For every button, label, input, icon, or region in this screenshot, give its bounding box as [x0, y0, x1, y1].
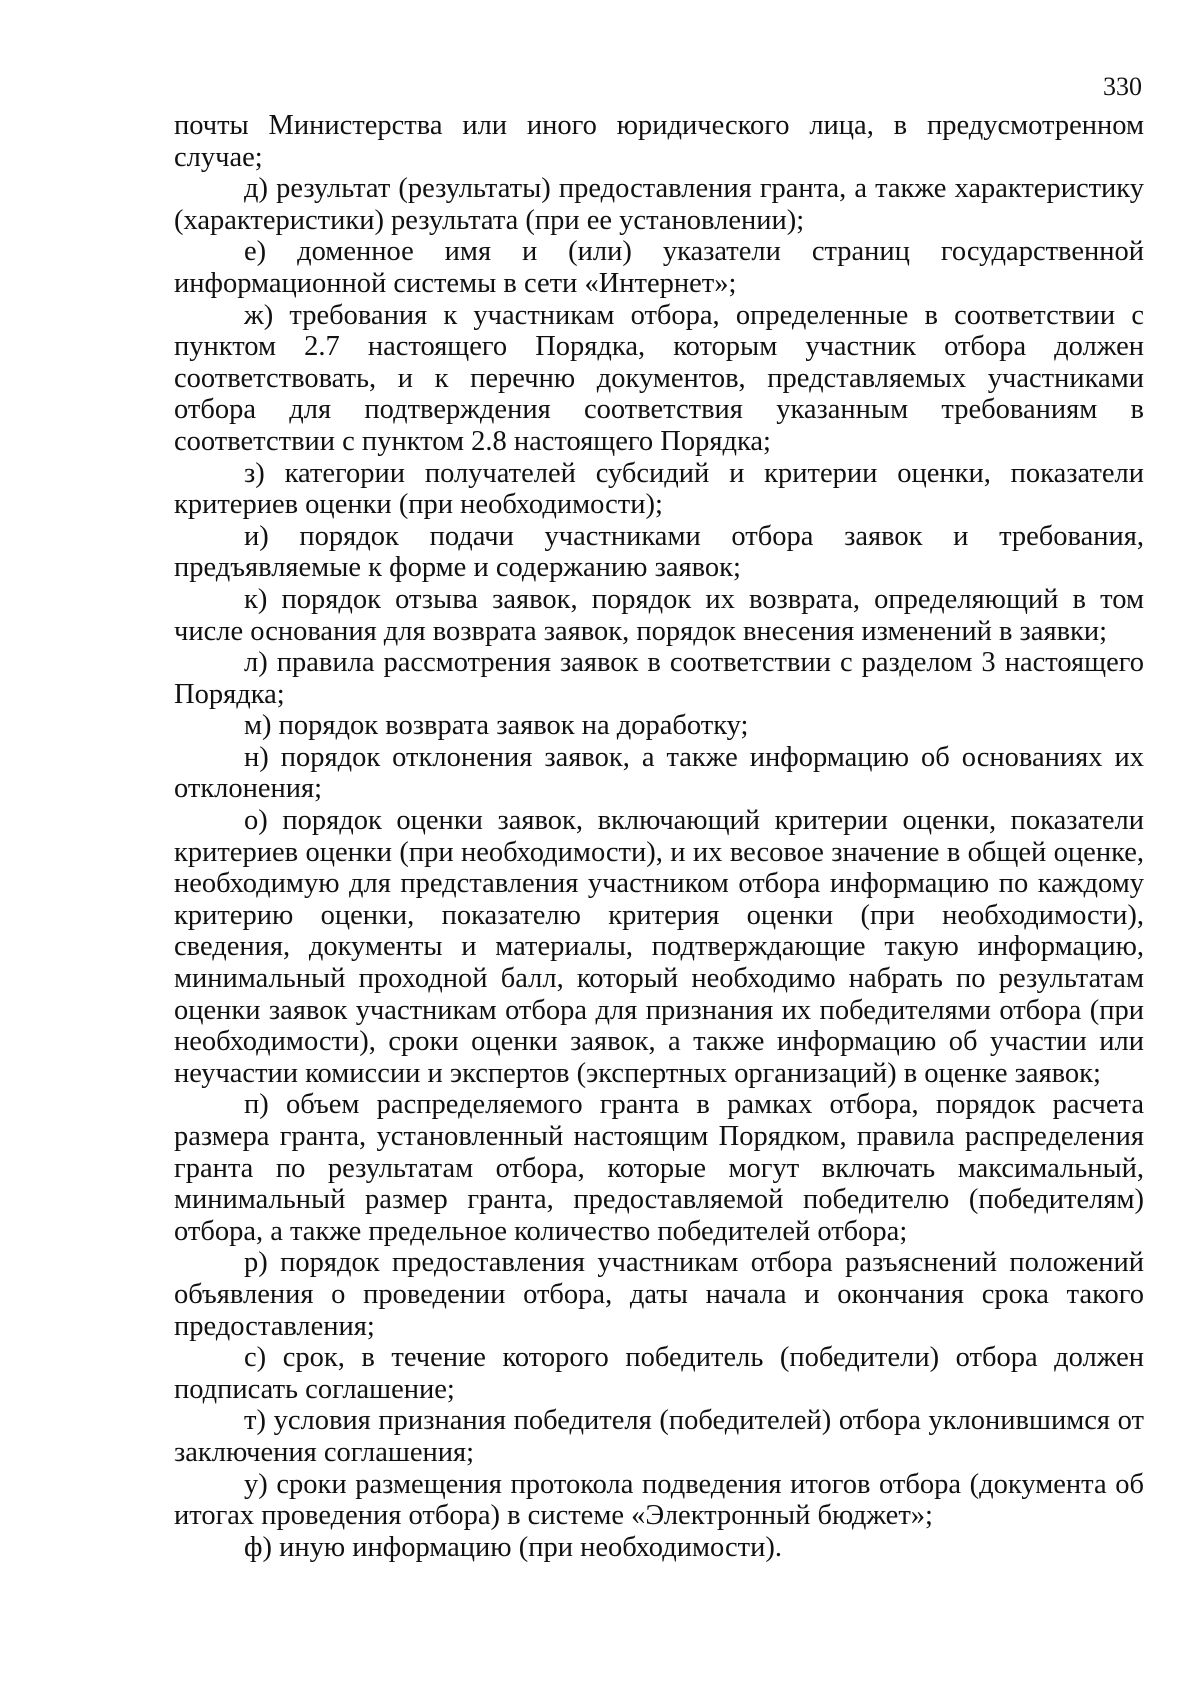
paragraph-item-d: д) результат (результаты) предоставления гранта, а также характеристику (характеристики) результата (при ее установлении);	[174, 173, 1144, 236]
paragraph-continuation: почты Министерства или иного юридического лица, в предусмотренном случае;	[174, 110, 1144, 173]
paragraph-item-f: ф) иную информацию (при необходимости).	[244, 1531, 782, 1563]
paragraph-item-p: п) объем распределяемого гранта в рамках отбора, порядок расчета размера гранта, установленный настоящим Порядком, правила распределения гранта по результатам отбора, которые могут включать максимальный, минимальный размер гранта, предоставляемой победителю (победителям) отбора, а также предельное количество победителей отбора;	[174, 1089, 1144, 1247]
page-number: 330	[1103, 72, 1142, 101]
paragraph-item-l: л) правила рассмотрения заявок в соответствии с разделом 3 настоящего Порядка;	[174, 647, 1144, 710]
paragraph-item-zh: ж) требования к участникам отбора, определенные в соответствии с пунктом 2.7 настоящего Порядка, которым участник отбора должен соответствовать, и к перечню документов, представляемых участниками отбора для подтверждения соответствия указанным требованиям в соответствии с пунктом 2.8 настоящего Порядка;	[174, 299, 1144, 457]
paragraph-item-e: е) доменное имя и (или) указатели страниц государственной информационной системы в сети «Интернет»;	[174, 236, 1144, 299]
paragraph-item-u: у) сроки размещения протокола подведения итогов отбора (документа об итогах проведения отбора) в системе «Электронный бюджет»;	[174, 1468, 1144, 1532]
paragraph-item-k: к) порядок отзыва заявок, порядок их возврата, определяющий в том числе основания для возврата заявок, порядок внесения изменений в заявки;	[174, 583, 1144, 647]
paragraph-item-z: з) категории получателей субсидий и критерии оценки, показатели критериев оценки (при необходимости);	[174, 457, 1144, 521]
document-body	[174, 110, 1144, 1563]
paragraph-item-n: н) порядок отклонения заявок, а также информацию об основаниях их отклонения;	[174, 741, 1144, 805]
paragraph-item-s: с) срок, в течение которого победитель (победители) отбора должен подписать соглашение;	[174, 1342, 1144, 1405]
paragraph-item-i: и) порядок подачи участниками отбора заявок и требования, предъявляемые к форме и содержанию заявок;	[174, 520, 1144, 584]
paragraph-item-o: о) порядок оценки заявок, включающий критерии оценки, показатели критериев оценки (при необходимости), и их весовое значение в общей оценке, необходимую для представления участником отбора информацию по каждому критерию оценки, показателю критерия оценки (при необходимости), сведения, документы и материалы, подтверждающие такую информацию, минимальный проходной балл, который необходимо набрать по результатам оценки заявок участникам отбора для признания их победителями отбора (при необходимости), сроки оценки заявок, а также информацию об участии или неучастии комиссии и экспертов (экспертных организаций) в оценке заявок;	[174, 805, 1144, 1089]
paragraph-item-t: т) условия признания победителя (победителей) отбора уклонившимся от заключения соглашения;	[174, 1405, 1144, 1468]
paragraph-item-r: р) порядок предоставления участникам отбора разъяснений положений объявления о проведении отбора, даты начала и окончания срока такого предоставления;	[174, 1247, 1144, 1342]
paragraph-item-m: м) порядок возврата заявок на доработку;	[244, 710, 749, 742]
